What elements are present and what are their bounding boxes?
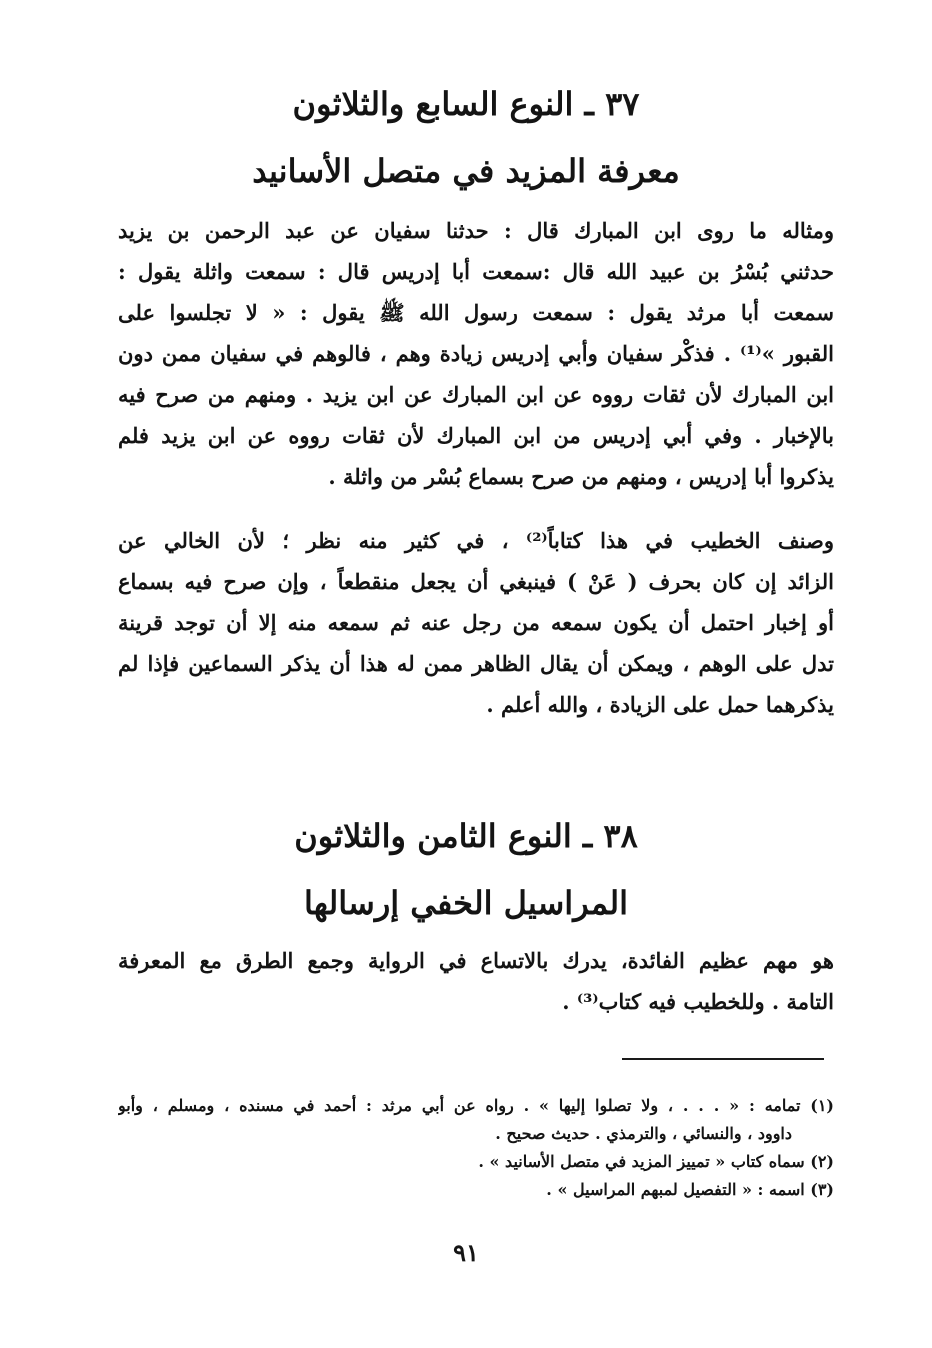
text-line: القبور »⁽¹⁾ . فذكْر سفيان وأبي إدريس زيادة وهم ، فالوهم في سفيان ممن دون: [118, 341, 834, 366]
section-37-title: ٣٧ ـ النوع السابع والثلاثون: [292, 85, 640, 123]
text-line: وصنف الخطيب في هذا كتاباً⁽²⁾ ، في كثير منه نظر ؛ لأن الخالي عن: [118, 528, 834, 553]
footnote-1: (١) تمامه : « . . . ، ولا تصلوا إليها » . رواه عن أبي مرثد : أحمد في مسنده ، ومسلم ، وأبو: [118, 1096, 834, 1115]
text-line: التامة . وللخطيب فيه كتاب⁽³⁾ .: [562, 989, 834, 1014]
text-line: حدثني بُسْرُ بن عبيد الله قال :سمعت أبا إدريس قال : سمعت واثلة يقول :: [118, 259, 834, 284]
footnote-separator: [622, 1058, 824, 1060]
text-line: ومثاله ما روى ابن المبارك قال : حدثنا سفيان عن عبد الرحمن بن يزيد: [118, 218, 834, 243]
text-line: يذكرهما حمل على الزيادة ، والله أعلم .: [486, 692, 834, 717]
section-38-paragraph-1: [118, 940, 834, 1022]
text-line: هو مهم عظيم الفائدة، يدرك بالاتساع في الرواية وجمع الطرق مع المعرفة: [118, 948, 834, 973]
section-37-paragraph-2: [118, 520, 834, 725]
footnotes: [118, 1092, 834, 1204]
section-37-paragraph-1: [118, 210, 834, 497]
page-number: ٩١: [453, 1238, 479, 1267]
text-line: سمعت أبا مرثد يقول : سمعت رسول الله ﷺ يقول : « لا تجلسوا على: [118, 300, 834, 325]
section-38-subtitle: المراسيل الخفي إرسالها: [304, 884, 628, 922]
text-line: ابن المبارك لأن ثقات رووه عن ابن المبارك عن ابن يزيد . ومنهم من صرح فيه: [118, 382, 834, 407]
text-line: تدل على الوهم ، ويمكن أن يقال الظاهر ممن له هذا أن يذكر السماعين فإذا لم: [118, 651, 834, 676]
section-38-title: ٣٨ ـ النوع الثامن والثلاثون: [294, 817, 638, 855]
footnote-3: (٣) اسمه : « التفصيل لمبهم المراسيل » .: [546, 1180, 834, 1199]
text-line: بالإخبار . وفي أبي إدريس من ابن المبارك لأن ثقات رووه عن ابن يزيد فلم: [118, 423, 834, 448]
footnote-2: (٢) سماه كتاب « تمييز المزيد في متصل الأسانيد » .: [478, 1152, 834, 1171]
section-37-subtitle: معرفة المزيد في متصل الأسانيد: [252, 152, 680, 190]
text-line: الزائد إن كان بحرف ( عَنْ ) فينبغي أن يجعل منقطعاً ، وإن صرح فيه بسماع: [118, 569, 834, 594]
text-line: أو إخبار احتمل أن يكون سمعه من رجل عنه ثم سمعه منه إلا أن توجد قرينة: [118, 610, 834, 635]
footnote-1-continued: داوود ، والنسائي ، والترمذي . حديث صحيح .: [495, 1124, 792, 1143]
text-line: يذكروا أبا إدريس ، ومنهم من صرح بسماع بُسْر من واثلة .: [328, 464, 834, 489]
